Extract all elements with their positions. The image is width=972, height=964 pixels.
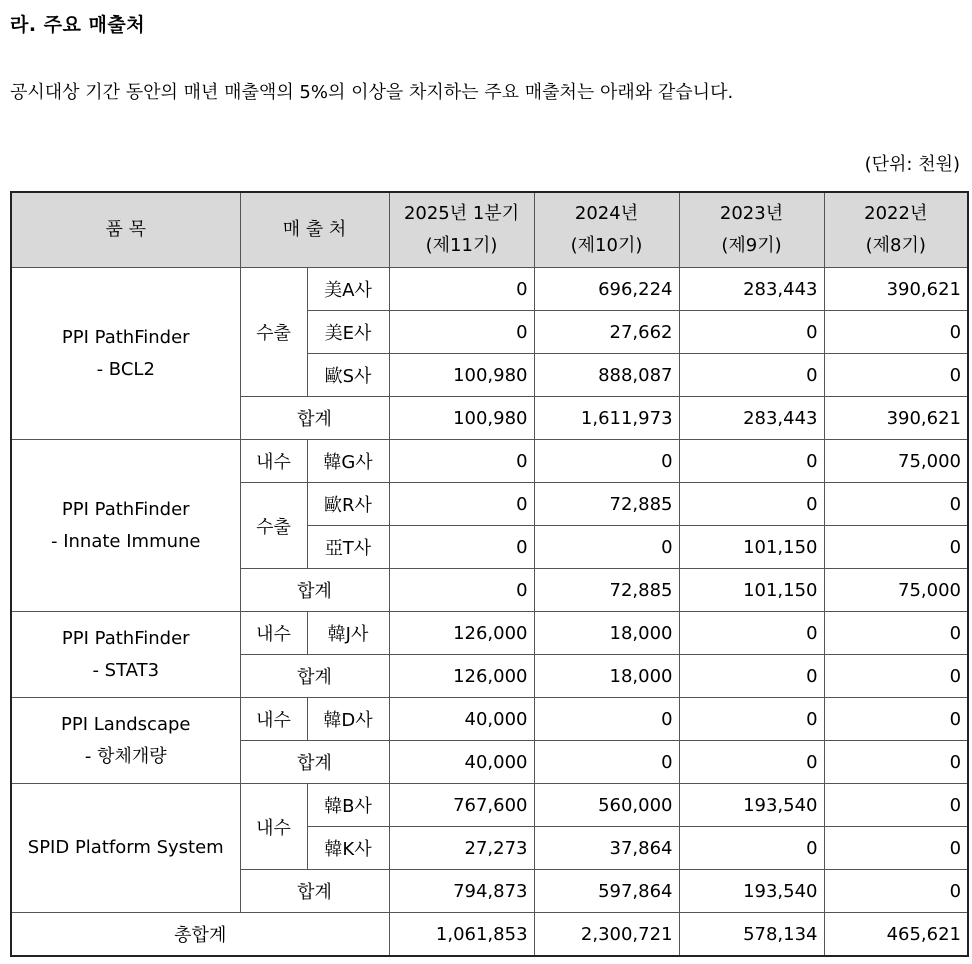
value-cell: 0: [824, 483, 968, 526]
header-period-3: 2023년 (제9기): [679, 192, 824, 268]
header-item: 품 목: [11, 192, 240, 268]
grand-total-label: 총합계: [11, 913, 389, 957]
value-cell: 283,443: [679, 268, 824, 311]
header-period-1: 2025년 1분기 (제11기): [389, 192, 534, 268]
header-customer: 매 출 처: [240, 192, 389, 268]
subtotal-cell: 1,611,973: [534, 397, 679, 440]
subtotal-cell: 0: [824, 655, 968, 698]
value-cell: 0: [679, 440, 824, 483]
value-cell: 100,980: [389, 354, 534, 397]
header-period-4: 2022년 (제8기): [824, 192, 968, 268]
value-cell: 0: [824, 827, 968, 870]
value-cell: 40,000: [389, 698, 534, 741]
value-cell: 0: [389, 311, 534, 354]
subtotal-cell: 75,000: [824, 569, 968, 612]
header-row: [11, 192, 968, 268]
product-name: PPI PathFinder - Innate Immune: [11, 440, 240, 612]
subtotal-cell: 597,864: [534, 870, 679, 913]
customer-name: 美A사: [307, 268, 389, 311]
subtotal-cell: 283,443: [679, 397, 824, 440]
subtotal-cell: 101,150: [679, 569, 824, 612]
intro-text: 공시대상 기간 동안의 매년 매출액의 5%의 이상을 차지하는 주요 매출처는 아래와 같습니다.: [10, 82, 734, 103]
customer-name: 韓J사: [307, 612, 389, 655]
table-row: [11, 698, 968, 741]
product-name: PPI PathFinder - STAT3: [11, 612, 240, 698]
subtotal-cell: 794,873: [389, 870, 534, 913]
customer-name: 美E사: [307, 311, 389, 354]
value-cell: 18,000: [534, 612, 679, 655]
value-cell: 37,864: [534, 827, 679, 870]
section-heading: 라. 주요 매출처: [10, 14, 146, 36]
subtotal-cell: 72,885: [534, 569, 679, 612]
sales-type: 내수: [240, 698, 307, 741]
subtotal-cell: 0: [534, 741, 679, 784]
subtotal-cell: 0: [824, 870, 968, 913]
value-cell: 0: [824, 526, 968, 569]
header-period-2: 2024년 (제10기): [534, 192, 679, 268]
subtotal-label: 합계: [240, 870, 389, 913]
value-cell: 0: [679, 827, 824, 870]
sales-type: 수출: [240, 483, 307, 569]
table-row: [11, 440, 968, 483]
value-cell: 193,540: [679, 784, 824, 827]
table-row: [11, 268, 968, 311]
sales-type: 내수: [240, 440, 307, 483]
sales-type: 내수: [240, 784, 307, 870]
subtotal-cell: 126,000: [389, 655, 534, 698]
value-cell: 126,000: [389, 612, 534, 655]
customer-name: 韓K사: [307, 827, 389, 870]
value-cell: 888,087: [534, 354, 679, 397]
sales-type: 수출: [240, 268, 307, 397]
customer-name: 韓B사: [307, 784, 389, 827]
subtotal-label: 합계: [240, 741, 389, 784]
value-cell: 0: [534, 526, 679, 569]
customer-name: 歐R사: [307, 483, 389, 526]
table-row: [11, 612, 968, 655]
customer-name: 韓G사: [307, 440, 389, 483]
grand-total-cell: 1,061,853: [389, 913, 534, 957]
product-name: PPI Landscape - 항체개량: [11, 698, 240, 784]
subtotal-cell: 100,980: [389, 397, 534, 440]
value-cell: 0: [389, 483, 534, 526]
value-cell: 0: [389, 268, 534, 311]
product-name: PPI PathFinder - BCL2: [11, 268, 240, 440]
sales-type: 내수: [240, 612, 307, 655]
value-cell: 0: [679, 483, 824, 526]
value-cell: 27,662: [534, 311, 679, 354]
value-cell: 0: [679, 698, 824, 741]
subtotal-cell: 0: [679, 741, 824, 784]
grand-total-row: [11, 913, 968, 957]
value-cell: 0: [824, 784, 968, 827]
value-cell: 0: [824, 354, 968, 397]
customer-name: 歐S사: [307, 354, 389, 397]
subtotal-cell: 0: [679, 655, 824, 698]
grand-total-cell: 2,300,721: [534, 913, 679, 957]
value-cell: 0: [679, 612, 824, 655]
value-cell: 0: [679, 311, 824, 354]
customer-name: 韓D사: [307, 698, 389, 741]
value-cell: 0: [679, 354, 824, 397]
subtotal-cell: 0: [389, 569, 534, 612]
value-cell: 0: [534, 440, 679, 483]
value-cell: 72,885: [534, 483, 679, 526]
grand-total-cell: 465,621: [824, 913, 968, 957]
subtotal-label: 합계: [240, 569, 389, 612]
value-cell: 0: [824, 612, 968, 655]
value-cell: 696,224: [534, 268, 679, 311]
table-row: [11, 784, 968, 827]
value-cell: 390,621: [824, 268, 968, 311]
major-customers-table: [10, 191, 969, 957]
value-cell: 27,273: [389, 827, 534, 870]
subtotal-cell: 18,000: [534, 655, 679, 698]
value-cell: 560,000: [534, 784, 679, 827]
subtotal-cell: 40,000: [389, 741, 534, 784]
subtotal-cell: 390,621: [824, 397, 968, 440]
value-cell: 0: [534, 698, 679, 741]
product-name: SPID Platform System: [11, 784, 240, 913]
grand-total-cell: 578,134: [679, 913, 824, 957]
value-cell: 0: [824, 698, 968, 741]
subtotal-label: 합계: [240, 655, 389, 698]
value-cell: 101,150: [679, 526, 824, 569]
value-cell: 75,000: [824, 440, 968, 483]
subtotal-label: 합계: [240, 397, 389, 440]
value-cell: 767,600: [389, 784, 534, 827]
value-cell: 0: [389, 526, 534, 569]
unit-label: (단위: 천원): [864, 154, 960, 175]
subtotal-cell: 193,540: [679, 870, 824, 913]
value-cell: 0: [824, 311, 968, 354]
subtotal-cell: 0: [824, 741, 968, 784]
value-cell: 0: [389, 440, 534, 483]
customer-name: 亞T사: [307, 526, 389, 569]
